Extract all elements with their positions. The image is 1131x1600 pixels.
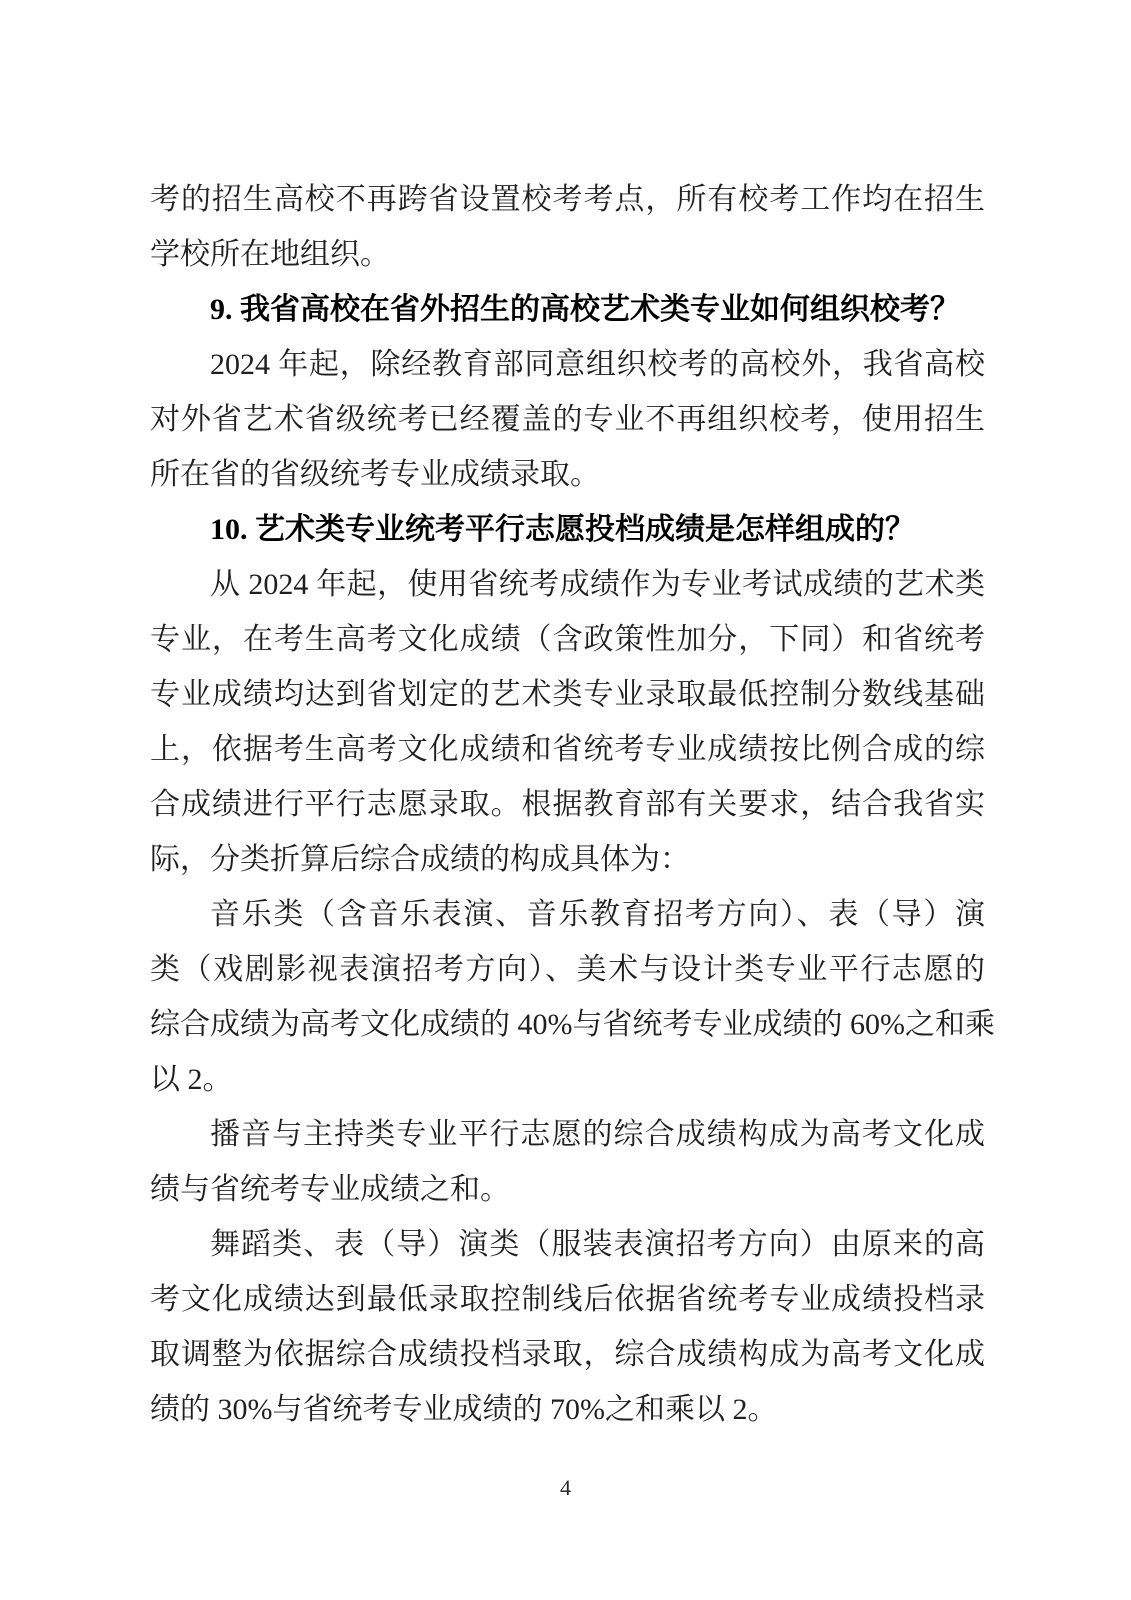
text-line: 上，依据考生高考文化成绩和省统考专业成绩按比例合成的综: [150, 733, 985, 766]
text-line: 考文化成绩达到最低录取控制线后依据省统考专业成绩投档录: [150, 1283, 985, 1316]
text-line: 考的招生高校不再跨省设置校考考点，所有校考工作均在招生: [150, 183, 985, 216]
paragraph: [150, 557, 985, 887]
text-line: 绩的 30%与省统考专业成绩的 70%之和乘以 2。: [150, 1393, 778, 1426]
paragraph: [150, 337, 985, 502]
question-heading: [150, 282, 985, 337]
page-footer: [0, 1473, 1131, 1503]
paragraph: [150, 1217, 985, 1437]
text-line: 际，分类折算后综合成绩的构成具体为：: [150, 843, 690, 876]
text-line: 从 2024 年起，使用省统考成绩作为专业考试成绩的艺术类: [210, 568, 985, 601]
text-line: 以 2。: [150, 1063, 233, 1096]
text-line: 学校所在地组织。: [150, 238, 390, 271]
text-line: 2024 年起，除经教育部同意组织校考的高校外，我省高校: [210, 348, 985, 381]
question-heading: [150, 502, 985, 557]
text-line: 对外省艺术省级统考已经覆盖的专业不再组织校考，使用招生: [150, 403, 985, 436]
text-line: 取调整为依据综合成绩投档录取，综合成绩构成为高考文化成: [150, 1338, 985, 1371]
heading-line: 10. 艺术类专业统考平行志愿投档成绩是怎样组成的？: [210, 513, 915, 546]
text-line: 专业成绩均达到省划定的艺术类专业录取最低控制分数线基础: [150, 678, 985, 711]
paragraph: [150, 172, 985, 282]
text-line: 所在省的省级统考专业成绩录取。: [150, 458, 600, 491]
text-line: 合成绩进行平行志愿录取。根据教育部有关要求，结合我省实: [150, 788, 985, 821]
text-line: 综合成绩为高考文化成绩的 40%与省统考专业成绩的 60%之和乘: [150, 1008, 995, 1041]
paragraph: [150, 1107, 985, 1217]
text-line: 舞蹈类、表（导）演类（服装表演招考方向）由原来的高: [210, 1228, 985, 1261]
paragraph: [150, 887, 995, 1107]
text-line: 类（戏剧影视表演招考方向）、美术与设计类专业平行志愿的: [150, 953, 985, 986]
text-line: 播音与主持类专业平行志愿的综合成绩构成为高考文化成: [210, 1118, 985, 1151]
document-text: [150, 172, 995, 1437]
text-line: 音乐类（含音乐表演、音乐教育招考方向）、表（导）演: [210, 898, 985, 931]
text-line: 绩与省统考专业成绩之和。: [150, 1173, 510, 1206]
text-line: 专业，在考生高考文化成绩（含政策性加分，下同）和省统考: [150, 623, 985, 656]
page-number: 4: [560, 1475, 571, 1500]
heading-line: 9. 我省高校在省外招生的高校艺术类专业如何组织校考？: [210, 293, 960, 326]
